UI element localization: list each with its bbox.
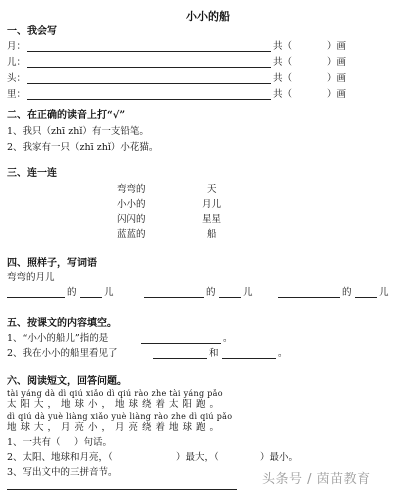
row-hua: ）画 (327, 89, 347, 100)
answer-line[interactable] (7, 489, 237, 490)
row-gong: 共（ (273, 41, 293, 52)
section5-question-1: 1、“小小的船儿”指的是 (7, 333, 109, 344)
de-char: 的 (67, 287, 77, 298)
fill-line[interactable] (219, 297, 241, 298)
er-char: 儿 (243, 287, 253, 298)
section4-example: 弯弯的月儿 (7, 272, 55, 283)
section2-question-1: 1、我只（zhī zhǐ）有一支铅笔。 (7, 126, 149, 137)
row-char: 儿： (7, 57, 27, 68)
section4-heading: 四、照样子，写词语 (7, 258, 97, 269)
section6-question-1b: ）句话。 (74, 437, 113, 448)
match-left-item[interactable]: 闪闪的 (117, 214, 146, 225)
watermark-text: 头条号 / 茵苗教育 (262, 472, 371, 487)
match-left-item[interactable]: 蓝蓝的 (117, 229, 146, 240)
row-hua: ）画 (327, 73, 347, 84)
er-char: 儿 (104, 287, 114, 298)
de-char: 的 (342, 287, 352, 298)
match-right-item[interactable]: 星星 (202, 214, 222, 225)
fill-line[interactable] (7, 297, 65, 298)
row-gong: 共（ (273, 89, 293, 100)
write-line[interactable] (27, 51, 271, 52)
section6-question-3: 3、写出文中的三拼音节。 (7, 467, 118, 478)
passage-line-1: 太阳大，地球小，地球绕着太阳跑。 (7, 399, 224, 410)
period-mark: 。 (223, 333, 233, 344)
de-char: 的 (206, 287, 216, 298)
match-right-item[interactable]: 天 (207, 184, 217, 195)
section3-heading: 三、连一连 (7, 168, 57, 179)
section1-heading: 一、我会写 (7, 26, 57, 37)
pinyin-line-1: tài yáng dà dì qiú xiǎo dì qiú rào zhe tài yáng pǎo (7, 389, 223, 398)
write-line[interactable] (27, 99, 271, 100)
er-char: 儿 (379, 287, 389, 298)
fill-line[interactable] (141, 343, 221, 344)
row-char: 头： (7, 73, 27, 84)
passage-line-2: 地球大，月亮小，月亮绕着地球跑。 (7, 422, 224, 433)
row-char: 月： (7, 41, 27, 52)
match-right-item[interactable]: 船 (207, 229, 217, 240)
page-title: 小小的船 (186, 10, 230, 23)
section5-heading: 五、按课文的内容填空。 (7, 318, 117, 329)
row-hua: ）画 (327, 57, 347, 68)
section2-question-2: 2、我家有一只（zhī zhǐ）小花猫。 (7, 142, 159, 153)
write-line[interactable] (27, 67, 271, 68)
section2-heading: 二、在正确的读音上打“√” (7, 110, 126, 121)
fill-line[interactable] (222, 358, 276, 359)
section6-heading: 六、阅读短文，回答问题。 (7, 376, 127, 387)
pinyin-line-2: dì qiú dà yuè liàng xiǎo yuè liàng rào zhe dì qiú pǎo (7, 412, 233, 421)
row-hua: ）画 (327, 41, 347, 52)
section6-question-1a: 1、一共有（ (7, 437, 61, 448)
section6-question-2a: 2、太阳、地球和月亮，（ (7, 452, 113, 463)
section6-question-2c: ）最小。 (260, 452, 299, 463)
fill-line[interactable] (355, 297, 377, 298)
period-mark: 。 (278, 348, 288, 359)
fill-line[interactable] (144, 297, 204, 298)
fill-line[interactable] (278, 297, 340, 298)
write-line[interactable] (27, 83, 271, 84)
fill-line[interactable] (80, 297, 102, 298)
row-char: 里： (7, 89, 27, 100)
section5-question-2: 2、我在小小的船里看见了 (7, 348, 118, 359)
fill-line[interactable] (153, 358, 207, 359)
section6-question-2b: ）最大，（ (176, 452, 219, 463)
he-char: 和 (209, 348, 219, 359)
match-left-item[interactable]: 弯弯的 (117, 184, 146, 195)
match-left-item[interactable]: 小小的 (117, 199, 146, 210)
row-gong: 共（ (273, 73, 293, 84)
row-gong: 共（ (273, 57, 293, 68)
match-right-item[interactable]: 月儿 (202, 199, 222, 210)
